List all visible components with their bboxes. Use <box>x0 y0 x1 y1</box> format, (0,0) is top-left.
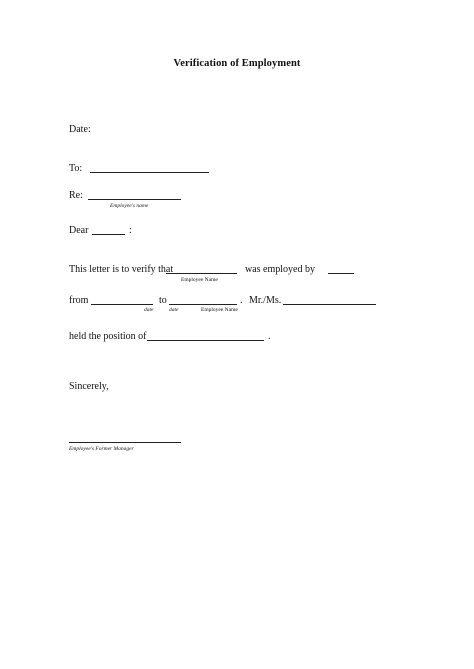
position-period: . <box>268 331 271 342</box>
line2-period: . <box>240 295 243 306</box>
position-text: held the position of <box>69 331 147 342</box>
employee-name-field-1[interactable] <box>166 273 237 274</box>
to-text: to <box>159 295 167 306</box>
position-field[interactable] <box>147 340 264 341</box>
dear-label: Dear <box>69 225 89 236</box>
mr-ms-name-field[interactable] <box>283 304 376 305</box>
re-label: Re: <box>69 190 83 201</box>
date-label: Date: <box>69 124 91 135</box>
end-date-field[interactable] <box>169 304 237 305</box>
sincerely-text: Sincerely, <box>69 381 109 392</box>
employee-name-caption-2: Employee Name <box>201 307 238 313</box>
start-date-field[interactable] <box>91 304 153 305</box>
start-date-caption: date <box>144 307 154 313</box>
dear-colon: : <box>129 225 132 236</box>
page-title: Verification of Employment <box>173 58 301 69</box>
employer-field[interactable] <box>328 273 354 274</box>
employee-name-caption-1: Employee Name <box>181 277 218 283</box>
to-label: To: <box>69 163 83 174</box>
signature-line[interactable] <box>69 442 181 443</box>
mr-ms-text: Mr./Ms. <box>249 295 282 306</box>
verify-text: This letter is to verify that <box>69 264 174 275</box>
employed-by-text: was employed by <box>245 264 315 275</box>
to-field[interactable] <box>90 172 209 173</box>
employee-name-caption: Employee's name <box>110 203 149 209</box>
from-text: from <box>69 295 89 306</box>
dear-name-field[interactable] <box>92 234 125 235</box>
signature-caption: Employee's Former Manager <box>69 446 134 452</box>
re-employee-name-field[interactable] <box>88 199 181 200</box>
end-date-caption: date <box>169 307 179 313</box>
